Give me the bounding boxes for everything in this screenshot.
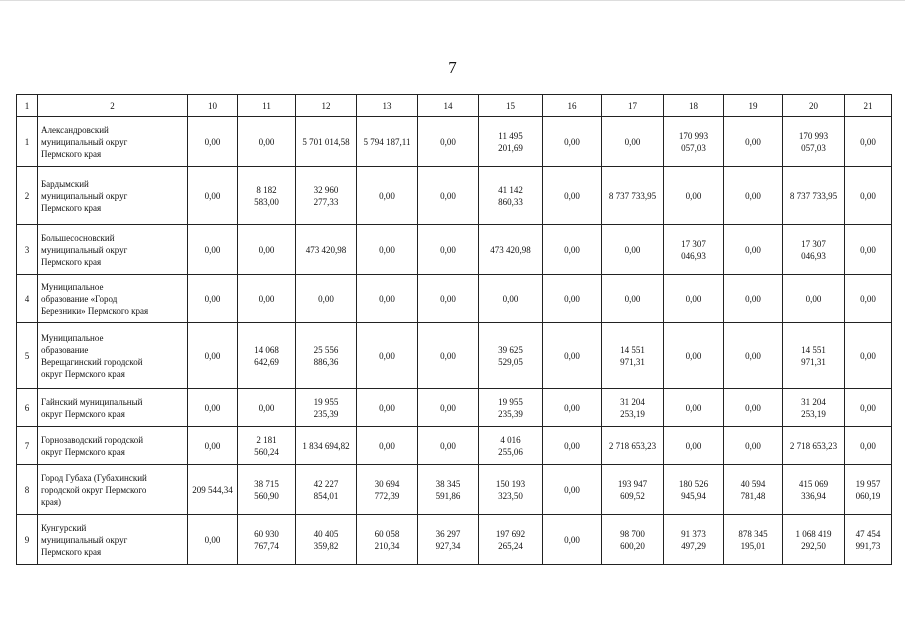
- cell-line: 32 960: [313, 184, 339, 195]
- cell-line: 560,90: [254, 490, 279, 501]
- cell-line: 600,20: [620, 540, 645, 551]
- value-cell: [602, 515, 664, 565]
- cell-line: муниципальный округ: [41, 136, 128, 147]
- value-cell: 0,00: [543, 167, 602, 225]
- cell-line: 265,24: [498, 540, 523, 551]
- value-cell: [357, 515, 418, 565]
- value-cell: 0,00: [357, 389, 418, 427]
- value-cell: 0,00: [845, 117, 892, 167]
- cell-line: 591,86: [435, 490, 461, 501]
- value-cell: 0,00: [188, 275, 238, 323]
- value-cell: 0,00: [724, 389, 783, 427]
- cell-line: 98 700: [620, 528, 645, 539]
- value-cell: 0,00: [724, 323, 783, 389]
- table-row: [17, 275, 892, 323]
- municipality-name-cell: [38, 515, 188, 565]
- cell-line: Кунгурский: [41, 522, 87, 533]
- value-cell: [845, 465, 892, 515]
- value-cell: [296, 515, 357, 565]
- cell-line: Верещагинский городской: [41, 356, 143, 367]
- value-cell: 0,00: [724, 167, 783, 225]
- value-cell: [238, 515, 296, 565]
- header-row: [17, 95, 892, 117]
- value-cell: [238, 167, 296, 225]
- cell-line: 886,36: [313, 356, 339, 367]
- cell-line: 193 947: [617, 478, 648, 489]
- cell-line: 17 307: [801, 238, 826, 249]
- value-cell: [602, 389, 664, 427]
- value-cell: [418, 515, 479, 565]
- cell-line: 91 373: [681, 528, 706, 539]
- value-cell: [664, 515, 724, 565]
- column-header: 14: [418, 95, 479, 117]
- row-number-cell: 3: [17, 225, 38, 275]
- cell-line: Александровский: [41, 124, 109, 135]
- value-cell: 0,00: [418, 389, 479, 427]
- value-cell: 2 718 653,23: [602, 427, 664, 465]
- cell-line: 36 297: [435, 528, 461, 539]
- cell-line: 235,39: [498, 408, 523, 419]
- value-cell: 0,00: [543, 515, 602, 565]
- value-cell: 0,00: [664, 389, 724, 427]
- cell-line: 359,82: [313, 540, 339, 551]
- value-cell: 0,00: [664, 275, 724, 323]
- value-cell: 0,00: [418, 275, 479, 323]
- cell-line: 060,19: [855, 490, 881, 501]
- value-cell: 0,00: [188, 389, 238, 427]
- cell-line: 529,05: [498, 356, 523, 367]
- value-cell: 0,00: [357, 167, 418, 225]
- cell-line: 8 182: [256, 184, 277, 195]
- cell-line: 046,93: [681, 250, 706, 261]
- row-number-cell: 9: [17, 515, 38, 565]
- row-number-cell: 2: [17, 167, 38, 225]
- value-cell: 0,00: [296, 275, 357, 323]
- cell-line: 253,19: [801, 408, 826, 419]
- value-cell: 0,00: [418, 167, 479, 225]
- row-number-cell: 4: [17, 275, 38, 323]
- value-cell: [664, 225, 724, 275]
- cell-line: 19 955: [313, 396, 339, 407]
- table-row: [17, 427, 892, 465]
- value-cell: [296, 465, 357, 515]
- value-cell: 0,00: [602, 275, 664, 323]
- cell-line: 17 307: [681, 238, 706, 249]
- cell-line: 971,31: [620, 356, 645, 367]
- cell-line: муниципальный округ: [41, 534, 128, 545]
- cell-line: 057,03: [681, 142, 706, 153]
- column-header: 10: [188, 95, 238, 117]
- cell-line: 11 495: [498, 130, 523, 141]
- cell-line: 277,33: [313, 196, 339, 207]
- value-cell: 0,00: [845, 389, 892, 427]
- value-cell: 0,00: [724, 225, 783, 275]
- value-cell: [479, 515, 543, 565]
- value-cell: 0,00: [418, 117, 479, 167]
- table-row: [17, 465, 892, 515]
- value-cell: [479, 323, 543, 389]
- cell-line: 14 551: [801, 344, 826, 355]
- cell-line: 336,94: [801, 490, 826, 501]
- value-cell: 0,00: [845, 167, 892, 225]
- value-cell: [238, 323, 296, 389]
- column-header: 17: [602, 95, 664, 117]
- value-cell: 8 737 733,95: [602, 167, 664, 225]
- municipality-name-cell: [38, 323, 188, 389]
- value-cell: 0,00: [543, 389, 602, 427]
- cell-line: 2 181: [256, 434, 277, 445]
- cell-line: 878 345: [738, 528, 768, 539]
- table-row: [17, 515, 892, 565]
- value-cell: 0,00: [188, 515, 238, 565]
- value-cell: [296, 167, 357, 225]
- value-cell: 0,00: [238, 275, 296, 323]
- cell-line: 195,01: [740, 540, 766, 551]
- cell-line: 415 069: [798, 478, 829, 489]
- cell-line: Пермского края: [41, 202, 102, 213]
- cell-line: 323,50: [498, 490, 523, 501]
- cell-line: Горнозаводский городской: [41, 434, 144, 445]
- value-cell: 0,00: [238, 389, 296, 427]
- value-cell: 0,00: [357, 427, 418, 465]
- cell-line: Муниципальное: [41, 332, 104, 343]
- value-cell: 2 718 653,23: [783, 427, 845, 465]
- value-cell: [724, 465, 783, 515]
- cell-line: 945,94: [681, 490, 706, 501]
- municipality-name-cell: [38, 427, 188, 465]
- value-cell: 473 420,98: [296, 225, 357, 275]
- value-cell: 5 794 187,11: [357, 117, 418, 167]
- value-cell: 0,00: [664, 427, 724, 465]
- value-cell: [479, 465, 543, 515]
- municipality-name-cell: [38, 225, 188, 275]
- cell-line: 170 993: [678, 130, 709, 141]
- value-cell: 0,00: [357, 275, 418, 323]
- value-cell: 0,00: [724, 427, 783, 465]
- cell-line: 40 405: [313, 528, 339, 539]
- value-cell: 0,00: [188, 323, 238, 389]
- cell-line: Бардымский: [41, 178, 89, 189]
- cell-line: 927,34: [435, 540, 461, 551]
- cell-line: 42 227: [313, 478, 339, 489]
- value-cell: 0,00: [543, 275, 602, 323]
- cell-line: Пермского края: [41, 546, 102, 557]
- cell-line: муниципальный округ: [41, 244, 128, 255]
- cell-line: 31 204: [801, 396, 826, 407]
- value-cell: 0,00: [418, 323, 479, 389]
- value-cell: [783, 117, 845, 167]
- cell-line: Муниципальное: [41, 281, 104, 292]
- cell-line: 235,39: [313, 408, 339, 419]
- value-cell: [783, 389, 845, 427]
- table-row: [17, 167, 892, 225]
- value-cell: 0,00: [543, 225, 602, 275]
- cell-line: муниципальный округ: [41, 190, 128, 201]
- cell-line: 19 955: [498, 396, 523, 407]
- cell-line: 47 454: [855, 528, 881, 539]
- value-cell: [783, 225, 845, 275]
- value-cell: 0,00: [543, 427, 602, 465]
- cell-line: 057,03: [801, 142, 826, 153]
- value-cell: 0,00: [845, 427, 892, 465]
- column-header: 1: [17, 95, 38, 117]
- value-cell: 0,00: [188, 167, 238, 225]
- value-cell: [783, 465, 845, 515]
- cell-line: 255,06: [498, 446, 523, 457]
- value-cell: 0,00: [602, 225, 664, 275]
- scan-top-edge: [0, 0, 905, 1]
- cell-line: 41 142: [498, 184, 523, 195]
- cell-line: округ Пермского края: [41, 408, 125, 419]
- cell-line: Город Губаха (Губахинский: [41, 472, 147, 483]
- value-cell: 0,00: [845, 275, 892, 323]
- value-cell: 0,00: [188, 117, 238, 167]
- cell-line: 39 625: [498, 344, 523, 355]
- value-cell: [783, 515, 845, 565]
- value-cell: [845, 515, 892, 565]
- cell-line: 991,73: [855, 540, 881, 551]
- cell-line: 14 068: [254, 344, 279, 355]
- value-cell: [418, 465, 479, 515]
- row-number-cell: 6: [17, 389, 38, 427]
- cell-line: 30 694: [374, 478, 400, 489]
- cell-line: образование «Город: [41, 293, 118, 304]
- value-cell: [602, 323, 664, 389]
- cell-line: 046,93: [801, 250, 826, 261]
- value-cell: 0,00: [238, 117, 296, 167]
- cell-line: Гайнский муниципальный: [41, 396, 143, 407]
- page-number: 7: [448, 58, 457, 77]
- cell-line: 150 193: [495, 478, 526, 489]
- column-header: 2: [38, 95, 188, 117]
- value-cell: [238, 465, 296, 515]
- table-row: [17, 389, 892, 427]
- value-cell: 0,00: [543, 323, 602, 389]
- value-cell: [783, 323, 845, 389]
- cell-line: 560,24: [254, 446, 279, 457]
- value-cell: 0,00: [783, 275, 845, 323]
- cell-line: Большесосновский: [41, 232, 115, 243]
- cell-line: 781,48: [740, 490, 766, 501]
- cell-line: 971,31: [801, 356, 826, 367]
- value-cell: [357, 465, 418, 515]
- column-header: 19: [724, 95, 783, 117]
- cell-line: 642,69: [254, 356, 279, 367]
- cell-line: 583,00: [254, 196, 279, 207]
- cell-line: образование: [41, 344, 89, 355]
- value-cell: 0,00: [188, 427, 238, 465]
- value-cell: 0,00: [664, 323, 724, 389]
- cell-line: 180 526: [678, 478, 709, 489]
- cell-line: 767,74: [254, 540, 279, 551]
- value-cell: 0,00: [543, 465, 602, 515]
- cell-line: 609,52: [620, 490, 645, 501]
- value-cell: 0,00: [602, 117, 664, 167]
- value-cell: 0,00: [543, 117, 602, 167]
- value-cell: 0,00: [357, 323, 418, 389]
- value-cell: 0,00: [724, 275, 783, 323]
- cell-line: края): [41, 496, 62, 507]
- value-cell: 0,00: [238, 225, 296, 275]
- cell-line: 170 993: [798, 130, 829, 141]
- cell-line: 19 957: [855, 478, 881, 489]
- value-cell: 8 737 733,95: [783, 167, 845, 225]
- value-cell: [296, 323, 357, 389]
- value-cell: 0,00: [724, 117, 783, 167]
- table-row: [17, 225, 892, 275]
- cell-line: 860,33: [498, 196, 523, 207]
- value-cell: [479, 117, 543, 167]
- value-cell: [479, 167, 543, 225]
- value-cell: [296, 389, 357, 427]
- row-number-cell: 5: [17, 323, 38, 389]
- cell-line: 25 556: [313, 344, 339, 355]
- municipality-name-cell: [38, 389, 188, 427]
- value-cell: 1 834 694,82: [296, 427, 357, 465]
- municipality-name-cell: [38, 465, 188, 515]
- value-cell: [479, 389, 543, 427]
- cell-line: 772,39: [374, 490, 400, 501]
- cell-line: Пермского края: [41, 256, 102, 267]
- value-cell: 0,00: [418, 427, 479, 465]
- column-header: 16: [543, 95, 602, 117]
- table-row: [17, 323, 892, 389]
- cell-line: 854,01: [313, 490, 339, 501]
- column-header: 13: [357, 95, 418, 117]
- cell-line: округ Пермского края: [41, 368, 125, 379]
- value-cell: 209 544,34: [188, 465, 238, 515]
- value-cell: 0,00: [188, 225, 238, 275]
- cell-line: 40 594: [740, 478, 766, 489]
- cell-line: городской округ Пермского: [41, 484, 147, 495]
- value-cell: [238, 427, 296, 465]
- cell-line: 38 345: [435, 478, 461, 489]
- column-header: 12: [296, 95, 357, 117]
- column-header: 21: [845, 95, 892, 117]
- table-body: [17, 117, 892, 565]
- municipality-name-cell: [38, 167, 188, 225]
- budget-table: [16, 94, 892, 565]
- cell-line: 14 551: [620, 344, 645, 355]
- value-cell: 0,00: [664, 167, 724, 225]
- cell-line: 292,50: [801, 540, 826, 551]
- cell-line: 201,69: [498, 142, 523, 153]
- value-cell: 0,00: [845, 323, 892, 389]
- column-header: 15: [479, 95, 543, 117]
- cell-line: округ Пермского края: [41, 446, 125, 457]
- row-number-cell: 8: [17, 465, 38, 515]
- municipality-name-cell: [38, 275, 188, 323]
- cell-line: 4 016: [500, 434, 521, 445]
- cell-line: 253,19: [620, 408, 645, 419]
- cell-line: 497,29: [681, 540, 706, 551]
- row-number-cell: 7: [17, 427, 38, 465]
- table-row: [17, 117, 892, 167]
- value-cell: [479, 427, 543, 465]
- cell-line: 38 715: [254, 478, 279, 489]
- column-header: 11: [238, 95, 296, 117]
- cell-line: Пермского края: [41, 148, 102, 159]
- value-cell: [664, 117, 724, 167]
- value-cell: [724, 515, 783, 565]
- value-cell: 473 420,98: [479, 225, 543, 275]
- row-number-cell: 1: [17, 117, 38, 167]
- value-cell: 5 701 014,58: [296, 117, 357, 167]
- cell-line: 60 058: [374, 528, 400, 539]
- value-cell: [602, 465, 664, 515]
- value-cell: 0,00: [418, 225, 479, 275]
- value-cell: 0,00: [357, 225, 418, 275]
- value-cell: [664, 465, 724, 515]
- cell-line: 60 930: [254, 528, 279, 539]
- cell-line: Березники» Пермского края: [41, 305, 149, 316]
- cell-line: 210,34: [374, 540, 400, 551]
- value-cell: 0,00: [479, 275, 543, 323]
- cell-line: 197 692: [495, 528, 526, 539]
- cell-line: 31 204: [620, 396, 645, 407]
- column-header: 18: [664, 95, 724, 117]
- cell-line: 1 068 419: [795, 528, 832, 539]
- column-header: 20: [783, 95, 845, 117]
- municipality-name-cell: [38, 117, 188, 167]
- value-cell: 0,00: [845, 225, 892, 275]
